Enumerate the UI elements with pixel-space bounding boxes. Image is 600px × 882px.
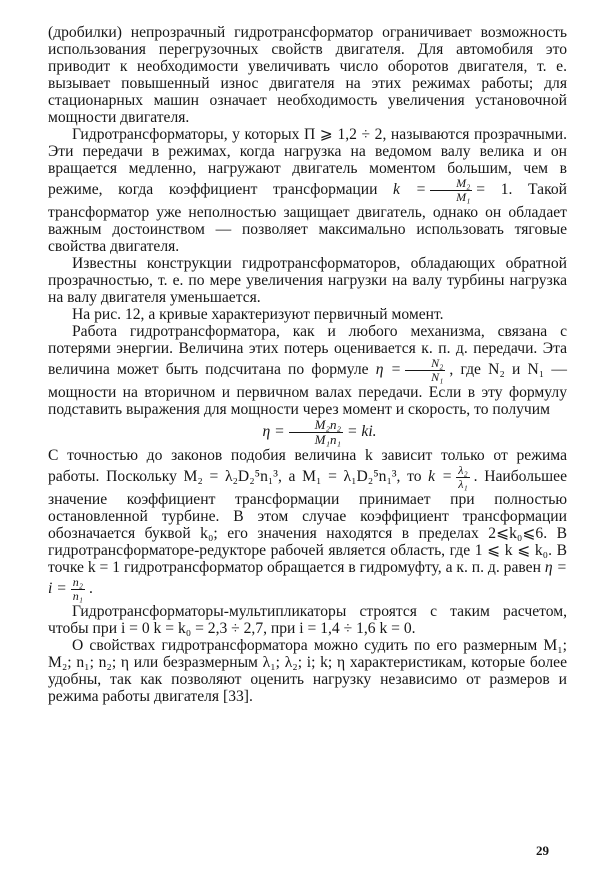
display-equation bbox=[48, 418, 567, 447]
body-text bbox=[48, 24, 567, 705]
paragraph-2 bbox=[48, 126, 567, 255]
fraction-denominator: M₁n₁ bbox=[314, 432, 341, 447]
fraction-denominator: n₁ bbox=[72, 589, 83, 603]
formula-eta: η = bbox=[375, 361, 402, 379]
paragraph-2-text-a: Гидротрансформаторы, у которых П ⩾ 1,2 ÷ 2, называются прозрачными. Эти передачи в режимах, когда нагрузка на ведомом валу велика и он вращается медленно, нагружают двигатель моментом большим, чем в режиме, когда коэффициент трансформации bbox=[48, 126, 567, 199]
equation-rhs: = ki. bbox=[346, 423, 377, 441]
formula-k: k = bbox=[393, 181, 427, 199]
fraction-m2-m1 bbox=[430, 177, 472, 204]
page-number: 29 bbox=[536, 843, 549, 858]
fraction-numerator: n₂ bbox=[72, 575, 83, 589]
paragraph-6-text-b: . Наибольшее значение коэффициент трансформации принимает при полностью остановленной турбине. В этом случае коэффициент трансформации обозначается буквой k₀; его значения находятся в пределах 2⩽k₀⩽6. В гидротрансформаторе-редукторе рабочей является область, где 1 ⩽ k ⩽ k₀. В точке k = 1 гидротрансформатор обращается в гидромуфту, а к. п. д. равен bbox=[48, 468, 568, 576]
paragraph-6 bbox=[48, 447, 567, 603]
fraction-speed-ratio bbox=[71, 576, 85, 603]
paragraph-2-text-b: = 1. Такой трансформатор уже неполностью защищает двигатель, однако он обладает важным достоинством — позволяет максимально использовать тяговые свойства двигателя. bbox=[48, 181, 567, 255]
paragraph-4: На рис. 12, а кривые характеризуют первичный момент. bbox=[72, 306, 444, 323]
fraction-n2-n1 bbox=[405, 357, 445, 384]
fraction-denominator: λ₁ bbox=[458, 477, 468, 491]
paragraph-6-text-c: . bbox=[88, 580, 93, 598]
paragraph-5 bbox=[48, 323, 567, 418]
paragraph-3: Известны конструкции гидротрансформаторов, обладающих обратной прозрачностью, т. е. по мере увеличения нагрузки на валу турбины нагрузка на валу двигателя уменьшается. bbox=[48, 255, 567, 306]
fraction-numerator: N₂ bbox=[405, 357, 445, 371]
fraction-lambda bbox=[456, 464, 469, 491]
equation-lhs: η = bbox=[262, 423, 285, 441]
fraction-numerator: λ₂ bbox=[458, 463, 468, 477]
paragraph-6-text-a: С точностью до законов подобия величина k зависит только от режима работы. Поскольку M₂ = λ₂D₂⁵n₁³, а M₁ = λ₁D₂⁵n₁³, то bbox=[48, 447, 567, 486]
fraction-denominator: N₁ bbox=[431, 370, 444, 384]
fraction-numerator: M₂ bbox=[430, 177, 472, 191]
paragraph-7: Гидротрансформаторы-мультипликаторы строятся с таким расчетом, чтобы при i = 0 k = k₀ = 2,3 ÷ 2,7, при i = 1,4 ÷ 1,6 k = 0. bbox=[48, 603, 567, 637]
paragraph-1: (дробилки) непрозрачный гидротрансформатор ограничивает возможность использования перегрузочных свойств двигателя. Для автомобиля это приводит к необходимости увеличивать число оборотов двигателя, т. е. вызывает повышенный износ двигателя на этих режимах работы; для стационарных машин означает необходимость увеличения установочной мощности двигателя. bbox=[48, 24, 567, 126]
paragraph-5-text-a: Работа гидротрансформатора, как и любого механизма, связана с потерями энергии. Величина этих потерь оценивается к. п. д. передачи. Эта величина может быть подсчитана по формуле bbox=[48, 323, 567, 379]
formula-k-lambda: k = bbox=[428, 468, 453, 486]
fraction-numerator: M₂n₂ bbox=[289, 418, 343, 433]
paragraph-5-text-b: , где N₂ и N₁ — мощности на вторичном и первичном валах передачи. Если в эту формулу подставить выражения для мощности через момент и скорость, то получим bbox=[48, 361, 567, 418]
fraction-denominator: M₁ bbox=[456, 190, 471, 204]
fraction-power-ratio bbox=[289, 418, 343, 447]
formula-eta-i: η = i = bbox=[48, 559, 567, 598]
paragraph-8: О свойствах гидротрансформатора можно судить по его размерным M₁; M₂; n₁; n₂; η или безразмерным λ₁; λ₂; i; k; η характеристикам, которые более удобны, так как позволяют оценить нагрузку независимо от размеров и режима работы двигателя [33]. bbox=[48, 637, 567, 705]
